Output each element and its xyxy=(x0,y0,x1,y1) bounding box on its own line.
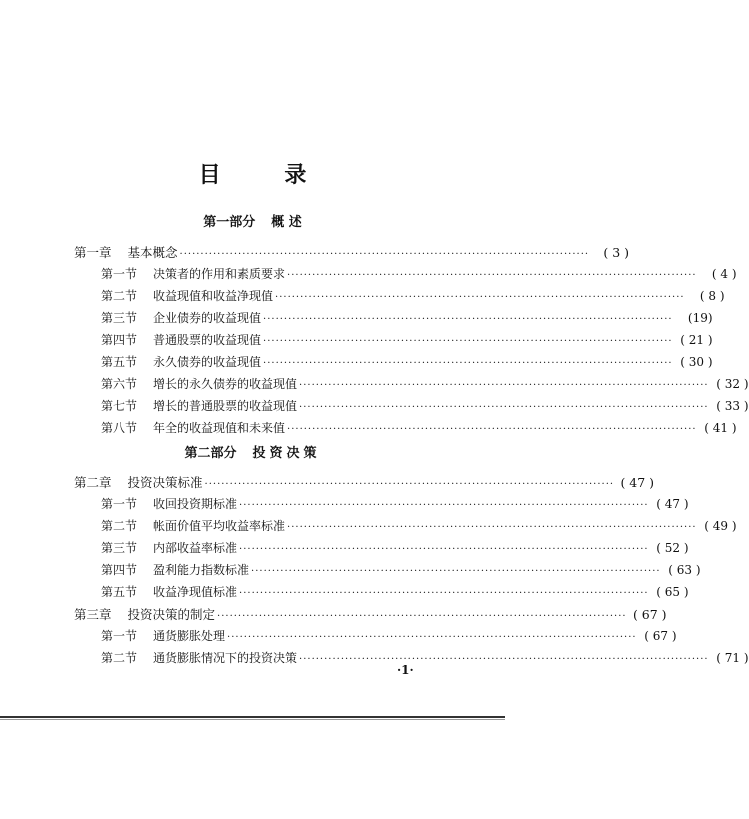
section-title: 收回投资期标准 xyxy=(153,497,238,511)
section-number: 第二节 xyxy=(101,519,138,533)
page-number: ( 41 ) xyxy=(704,421,737,435)
page-number: ( 3 ) xyxy=(603,245,630,260)
page-title: 目 录 xyxy=(198,162,335,188)
leader-dots: ·································································································· xyxy=(275,292,685,303)
leader-dots: ·································································································· xyxy=(287,270,697,281)
part-number: 第一部分 xyxy=(203,215,256,230)
part-heading-1 xyxy=(0,211,505,230)
section-title: 通货膨胀情况下的投资决策 xyxy=(153,651,298,665)
page-folio: ·1· xyxy=(397,663,414,677)
bottom-rule-shadow xyxy=(0,719,505,720)
toc-chapter[interactable] xyxy=(74,243,630,261)
leader-dots: ·································································································· xyxy=(251,566,661,577)
section-title: 普通股票的收益现值 xyxy=(153,333,262,347)
toc-section[interactable] xyxy=(101,419,737,436)
section-title: 企业债券的收益现值 xyxy=(153,311,262,325)
bottom-rule xyxy=(0,716,505,718)
page-number: ( 21 ) xyxy=(680,333,713,347)
toc-section[interactable] xyxy=(101,375,749,392)
page-number: ( 47 ) xyxy=(656,497,689,511)
section-title: 通货膨胀处理 xyxy=(153,629,226,643)
leader-dots: ·································································································· xyxy=(299,380,709,391)
section-title: 增长的普通股票的收益现值 xyxy=(153,399,298,413)
section-title: 盈利能力指数标准 xyxy=(153,563,250,577)
page-number: ( 49 ) xyxy=(704,519,737,533)
page-number: ( 71 ) xyxy=(716,651,749,665)
section-number: 第二节 xyxy=(101,289,138,303)
chapter-number: 第三章 xyxy=(74,607,112,622)
section-title: 收益净现值标准 xyxy=(153,585,238,599)
toc-section[interactable] xyxy=(101,583,689,600)
page-number: ( 52 ) xyxy=(656,541,689,555)
leader-dots: ·································································································· xyxy=(287,424,697,435)
leader-dots: ·································································································· xyxy=(204,479,615,490)
page-number: ( 67 ) xyxy=(632,607,667,622)
page-number: ( 32 ) xyxy=(716,377,749,391)
section-number: 第四节 xyxy=(101,563,138,577)
toc-section[interactable] xyxy=(101,495,689,512)
leader-dots: ·································································································· xyxy=(239,544,649,555)
section-title: 决策者的作用和素质要求 xyxy=(153,267,286,281)
toc-chapter[interactable] xyxy=(74,473,655,491)
leader-dots: ·································································································· xyxy=(299,402,709,413)
part-name: 投资决策 xyxy=(252,446,321,461)
toc-section[interactable] xyxy=(101,331,713,348)
section-title: 年全的收益现值和未来值 xyxy=(153,421,286,435)
leader-dots: ·································································································· xyxy=(239,500,649,511)
chapter-title: 投资决策的制定 xyxy=(127,607,216,622)
part-heading-2 xyxy=(0,442,505,461)
section-number: 第三节 xyxy=(101,311,138,325)
toc-section[interactable] xyxy=(101,309,713,326)
page-number: ( 67 ) xyxy=(644,629,677,643)
section-number: 第六节 xyxy=(101,377,138,391)
chapter-number: 第一章 xyxy=(74,245,112,260)
toc-section[interactable] xyxy=(101,265,737,282)
page-number: ( 63 ) xyxy=(668,563,701,577)
page-number: ( 65 ) xyxy=(656,585,689,599)
section-title: 帐面价值平均收益率标准 xyxy=(153,519,286,533)
page-number: (19) xyxy=(687,311,713,325)
toc-section[interactable] xyxy=(101,539,689,556)
leader-dots: ·································································································· xyxy=(263,358,673,369)
section-number: 第一节 xyxy=(101,629,138,643)
toc-chapter[interactable] xyxy=(74,605,667,623)
leader-dots: ·································································································· xyxy=(217,611,627,622)
section-number: 第四节 xyxy=(101,333,138,347)
page-number: ( 8 ) xyxy=(699,289,725,303)
leader-dots: ·································································································· xyxy=(299,654,709,665)
leader-dots: ·································································································· xyxy=(263,314,673,325)
section-number: 第二节 xyxy=(101,651,138,665)
leader-dots: ·································································································· xyxy=(287,522,697,533)
leader-dots: ·································································································· xyxy=(263,336,673,347)
page-number: ( 33 ) xyxy=(716,399,749,413)
toc-section[interactable] xyxy=(101,397,749,414)
part-name: 概 述 xyxy=(271,215,302,230)
toc-section[interactable] xyxy=(101,353,713,370)
section-number: 第五节 xyxy=(101,355,138,369)
section-number: 第八节 xyxy=(101,421,138,435)
toc-section[interactable] xyxy=(101,649,749,666)
chapter-number: 第二章 xyxy=(74,475,112,490)
section-number: 第五节 xyxy=(101,585,138,599)
toc-section[interactable] xyxy=(101,627,677,644)
chapter-title: 基本概念 xyxy=(127,245,178,260)
section-title: 内部收益率标准 xyxy=(153,541,238,555)
toc-section[interactable] xyxy=(101,287,725,304)
chapter-title: 投资决策标准 xyxy=(127,475,203,490)
page-number: ( 47 ) xyxy=(620,475,655,490)
section-title: 增长的永久债券的收益现值 xyxy=(153,377,298,391)
leader-dots: ·································································································· xyxy=(239,588,649,599)
section-number: 第三节 xyxy=(101,541,138,555)
toc-section[interactable] xyxy=(101,517,737,534)
page-number: ( 4 ) xyxy=(711,267,737,281)
section-number: 第一节 xyxy=(101,267,138,281)
leader-dots: ·································································································· xyxy=(227,632,637,643)
section-number: 第七节 xyxy=(101,399,138,413)
page-number: ( 30 ) xyxy=(680,355,713,369)
part-number: 第二部分 xyxy=(184,446,237,461)
leader-dots: ·································································································· xyxy=(179,249,590,260)
section-title: 收益现值和收益净现值 xyxy=(153,289,274,303)
toc-section[interactable] xyxy=(101,561,701,578)
section-title: 永久债券的收益现值 xyxy=(153,355,262,369)
section-number: 第一节 xyxy=(101,497,138,511)
